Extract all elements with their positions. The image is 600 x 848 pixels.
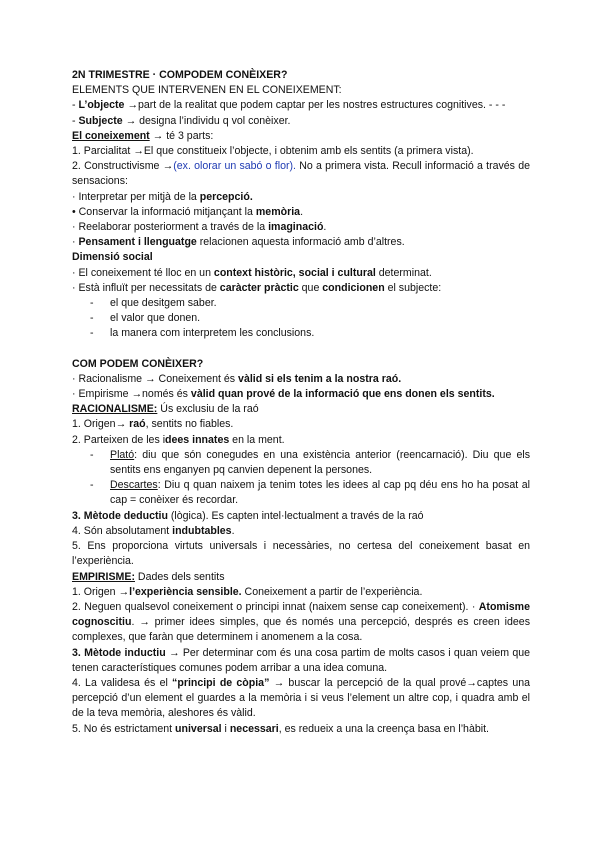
spacer: [72, 342, 530, 357]
dimensio-heading: Dimensió social: [72, 251, 153, 264]
empirisme-item-4: 4. La validesa és el “principi de còpia” → buscar la percepció de la qual prové→captes una percepció d’un element el guardes a la memòria i si veus l’element un altre cop, i quadra amb el de la teva memòria, aleshores és vàlid.: [72, 676, 531, 720]
empirisme-item-5: 5. No és estrictament universal i necessari, es redueix a una la creença basa en l’hàbit.: [72, 722, 489, 735]
pensament-line: · Pensament i llenguatge relacionen aquesta informació amb d’altres.: [72, 236, 405, 249]
list-item: - la manera com interpretem les conclusions.: [90, 327, 315, 340]
subjecte-line: - Subjecte → designa l’individu q vol conèixer.: [72, 114, 291, 127]
racionalisme-heading: RACIONALISME: Ús exclusiu de la raó: [72, 403, 259, 416]
list-item: - el valor que donen.: [90, 312, 201, 325]
racionalisme-item-1: 1. Origen→ raó, sentits no fiables.: [72, 418, 234, 431]
parcialitat-line: 1. Parcialitat →El que constitueix l’objecte, i obtenim amb els sentits (a primera vista).: [72, 145, 474, 158]
page-title: 2N TRIMESTRE · COMPODEM CONÈIXER?: [72, 69, 288, 81]
imaginacio-line: · Reelaborar posteriorment a través de la imaginació.: [72, 221, 327, 234]
section-subtitle: ELEMENTS QUE INTERVENEN EN EL CONEIXEMENT:: [72, 84, 342, 97]
empirisme-item-1: 1. Origen →l’experiència sensible. Coneixement a partir de l’experiència.: [72, 585, 423, 598]
com-podem-heading: COM PODEM CONÈIXER?: [72, 357, 204, 370]
percepcio-line: · Interpretar per mitjà de la percepció.: [72, 190, 253, 203]
memoria-line: • Conservar la informació mitjançant la memòria.: [72, 205, 304, 218]
plato-item: - Plató: diu que són conegudes en una existència anterior (reencarnació). Diu que els sentits ens enganyen pq canvien depenent la persones.: [90, 448, 530, 477]
coneixement-heading: El coneixement → té 3 parts:: [72, 129, 214, 142]
racionalisme-item-5: 5. Ens proporciona virtuts universals i necessàries, no certesa del coneixement basat en l’experiència.: [72, 540, 530, 568]
list-item: - el que desitgem saber.: [90, 297, 217, 310]
objecte-line: - L’objecte →part de la realitat que podem captar per les nostres estructures cognitives. - - -: [72, 99, 506, 112]
dimensio-line-2: · Està influït per necessitats de caràcter pràctic que condicionen el subjecte:: [72, 281, 442, 294]
empirisme-item-3: 3. Mètode inductiu → Per determinar com és una cosa partim de molts casos i quan veiem que tenen característiques comunes podem arribar a una idea comuna.: [72, 646, 530, 674]
document-body: [72, 68, 530, 737]
dimensio-line-1: · El coneixement té lloc en un context històric, social i cultural determinat.: [72, 266, 432, 279]
empirisme-item-2: 2. Neguen qualsevol coneixement o principi innat (naixem sense cap coneixement). · Atomisme cognoscitiu. → primer idees simples, que és només una percepció, després es creen idees complexes, que faràn que determinem i anomenem a la cosa.: [72, 600, 530, 644]
racionalisme-summary: · Racionalisme → Coneixement és vàlid si els tenim a la nostra raó.: [72, 372, 402, 385]
empirisme-heading: EMPIRISME: Dades dels sentits: [72, 570, 225, 583]
racionalisme-item-3: 3. Mètode deductiu (lògica). Es capten intel·lectualment a través de la raó: [72, 509, 424, 522]
constructivisme-line: 2. Constructivisme →(ex. olorar un sabó o flor). No a primera vista. Recull informació a través de sensacions:: [72, 160, 530, 188]
empirisme-summary: · Empirisme →només és vàlid quan prové de la informació que ens donen els sentits.: [72, 388, 495, 401]
racionalisme-item-4: 4. Són absolutament indubtables.: [72, 524, 235, 537]
racionalisme-item-2: 2. Parteixen de les idees innates en la ment.: [72, 433, 285, 446]
descartes-item: - Descartes: Diu q quan naixem ja tenim totes les idees al cap pq déu ens ho ha posat al cap = conèixer és recordar.: [90, 479, 530, 507]
